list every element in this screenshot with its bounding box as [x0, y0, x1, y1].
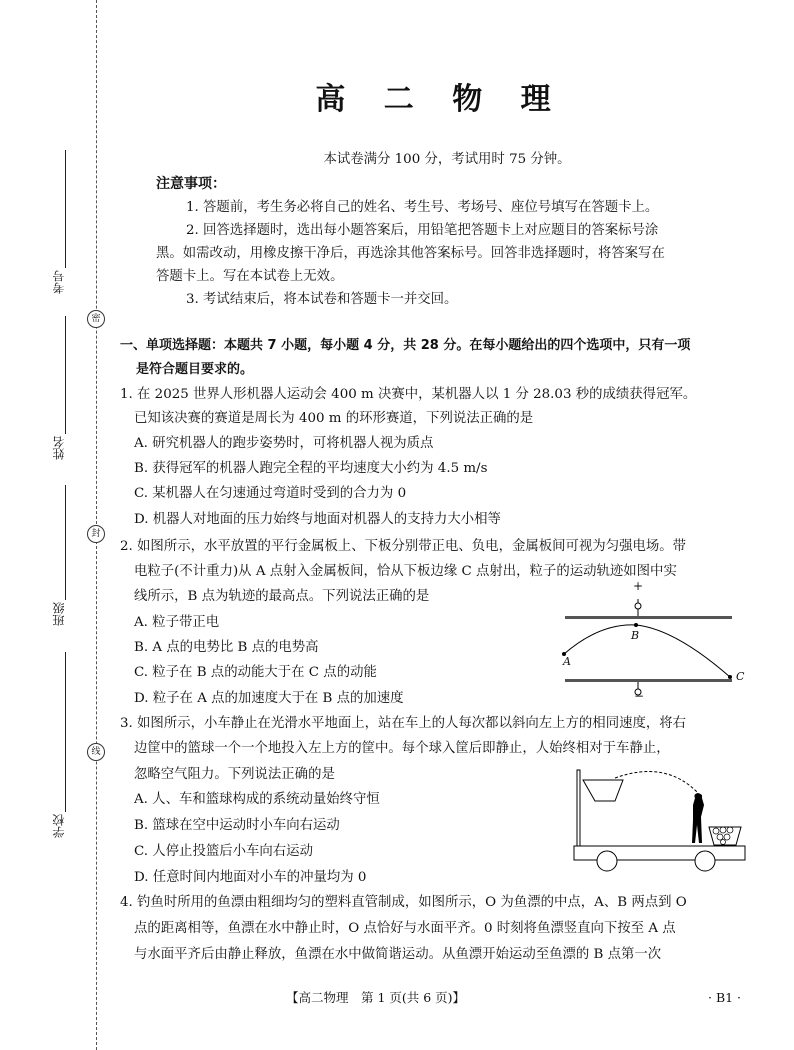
class-label: 班级 [52, 602, 66, 626]
q3-stem-1: 3. 如图所示，小车静止在光滑水平地面上，站在车上的人每次都以斜向左上方的相同速度，将右 [120, 716, 687, 731]
q2-figure-capacitor [555, 579, 755, 705]
name-blank[interactable] [65, 316, 66, 434]
left-wheel [597, 851, 617, 871]
person-silhouette [692, 793, 704, 843]
score-info: 本试卷满分 100 分，考试用时 75 分钟。 [323, 152, 571, 167]
trajectory [564, 625, 730, 677]
notice-2-cont2: 答题卡上。写在本试卷上无效。 [156, 269, 344, 284]
hoop-basket [583, 780, 623, 801]
q2-stem-2: 电粒子(不计重力)从 A 点射入金属板间，恰从下板边缘 C 点射出，粒子的运动轨迹如图中实 [134, 564, 677, 579]
class-blank[interactable] [65, 485, 66, 600]
q3-figure-cart [565, 765, 755, 885]
label-b: B [631, 629, 640, 642]
label-a: A [563, 655, 571, 668]
q4-stem-1: 4. 钓鱼时所用的鱼漂由粗细均匀的塑料直管制成，如图所示，O 为鱼漂的中点，A、B 两点到 O [120, 895, 687, 910]
q1-stem-1: 1. 在 2025 世界人形机器人运动会 400 m 决赛中，某机器人以 1 分 28.03 秒的成绩获得冠军。 [120, 387, 697, 402]
notice-1: 1. 答题前，考生务必将自己的姓名、考生号、考场号、座位号填写在答题卡上。 [186, 200, 659, 215]
notice-2-cont: 黑。如需改动，用橡皮擦干净后，再选涂其他答案标号。回答非选择题时，将答案写在 [156, 246, 665, 261]
q1-option-b[interactable]: B. 获得冠军的机器人跑完全程的平均速度大小约为 4.5 m/s [134, 461, 488, 476]
plus-sign: + [633, 579, 644, 593]
bottom-plate [565, 679, 732, 682]
q1-option-d[interactable]: D. 机器人对地面的压力始终与地面对机器人的支持力大小相等 [134, 512, 501, 527]
notice-2: 2. 回答选择题时，选出每小题答案后，用铅笔把答题卡上对应题目的答案标号涂 [186, 223, 659, 238]
q2-option-d[interactable]: D. 粒子在 A 点的加速度大于在 B 点的加速度 [134, 691, 404, 706]
name-label: 姓名 [52, 436, 66, 460]
top-terminal [635, 603, 641, 609]
q1-stem-2: 已知该决赛的赛道是周长为 400 m 的环形赛道，下列说法正确的是 [134, 411, 534, 426]
seal-xian: 线 [87, 743, 105, 761]
q3-option-c[interactable]: C. 人停止投篮后小车向右运动 [134, 844, 313, 859]
point-c [728, 675, 732, 679]
q2-stem-3: 线所示，B 点为轨迹的最高点。下列说法正确的是 [134, 589, 430, 604]
section-heading: 一、单项选择题：本题共 7 小题，每小题 4 分，共 28 分。在每小题给出的四个选项中，只有一项 [120, 338, 691, 353]
school-blank[interactable] [65, 652, 66, 812]
section-heading-cont: 是符合题目要求的。 [136, 362, 254, 377]
q2-stem-1: 2. 如图所示，水平放置的平行金属板上、下板分别带正电、负电，金属板间可视为匀强电场。带 [120, 539, 687, 554]
exam-number-label: 考号 [52, 270, 66, 294]
q1-option-c[interactable]: C. 某机器人在匀速通过弯道时受到的合力为 0 [134, 486, 407, 501]
q2-option-c[interactable]: C. 粒子在 B 点的动能大于在 C 点的动能 [134, 665, 377, 680]
q4-stem-2: 点的距离相等，鱼漂在水中静止时，O 点恰好与水面平齐。0 时刻将鱼漂竖直向下按至 A 点 [134, 921, 676, 936]
minus-sign: − [634, 689, 645, 703]
exam-number-blank[interactable] [65, 150, 66, 268]
point-b [634, 623, 638, 627]
q3-option-a[interactable]: A. 人、车和篮球构成的系统动量始终守恒 [134, 792, 380, 807]
seal-feng: 封 [87, 525, 105, 543]
q2-option-a[interactable]: A. 粒子带正电 [134, 615, 220, 630]
q3-option-d[interactable]: D. 任意时间内地面对小车的冲量均为 0 [134, 870, 367, 885]
exam-title: 高 二 物 理 [315, 82, 565, 117]
page-footer: 【高二物理 第 1 页(共 6 页)】 [286, 990, 466, 1005]
q1-option-a[interactable]: A. 研究机器人的跑步姿势时，可将机器人视为质点 [134, 436, 434, 451]
q3-stem-3: 忽略空气阻力。下列说法正确的是 [134, 767, 335, 782]
q3-option-b[interactable]: B. 篮球在空中运动时小车向右运动 [134, 818, 340, 833]
notice-heading: 注意事项： [156, 176, 226, 192]
page-code: · B1 · [708, 990, 742, 1005]
top-plate [565, 616, 732, 619]
q3-stem-2: 边筐中的篮球一个一个地投入左上方的筐中。每个球入筐后即静止，人始终相对于车静止， [134, 741, 670, 756]
notice-3: 3. 考试结束后，将本试卷和答题卡一并交回。 [186, 292, 458, 307]
q4-stem-3: 与水面平齐后由静止释放，鱼漂在水中做简谐运动。从鱼漂开始运动至鱼漂的 B 点第一次 [134, 947, 662, 962]
pole [577, 770, 580, 847]
ball-trajectory [615, 772, 697, 792]
q2-option-b[interactable]: B. A 点的电势比 B 点的电势高 [134, 640, 319, 655]
seal-mi: 密 [87, 310, 105, 328]
label-c: C [736, 670, 745, 683]
right-wheel [695, 851, 715, 871]
school-label: 学校 [52, 814, 66, 838]
